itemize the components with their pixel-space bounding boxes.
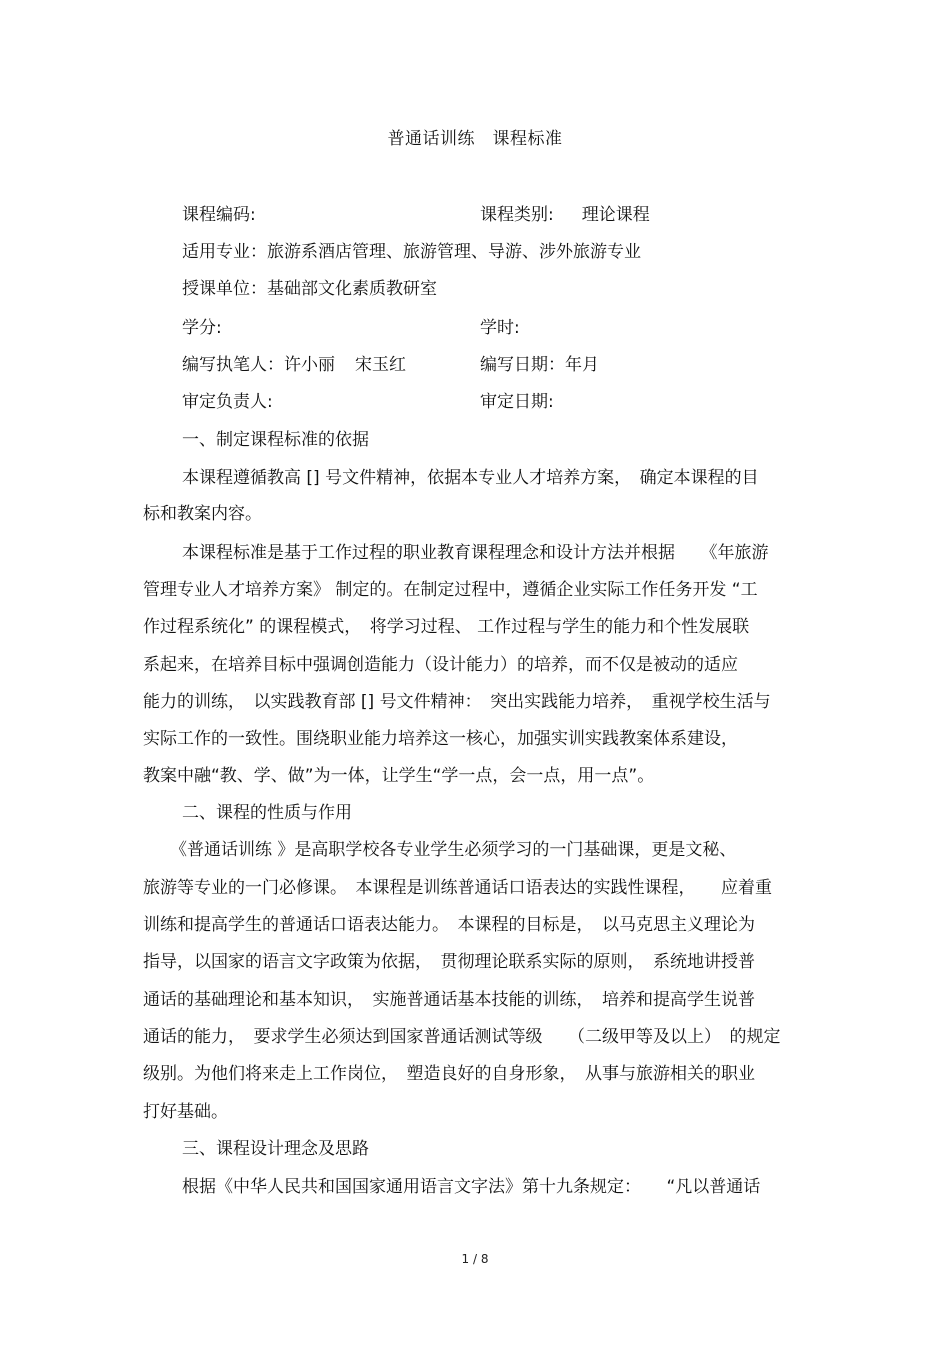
paragraph-line: 系起来，在培养目标中强调创造能力（设计能力）的培养，而不仅是被动的适应 [143,655,738,675]
paragraph-line: 旅游等专业的一门必修课。 本课程是训练普通话口语表达的实践性课程， 应着重 [143,878,772,898]
course-type-label: 课程类别: [480,205,554,225]
paragraph-line: 教案中融“教、学、做”为一体，让学生“学一点，会一点，用一点”。 [143,766,655,786]
author-label: 编写执笔人：许小丽 [182,355,335,375]
paragraph-line: 通话的能力， 要求学生必须达到国家普通话测试等级 （二级甲等及以上） 的规定 [143,1027,781,1047]
meta-row-unit: 授课单位：基础部文化素质教研室 [182,279,437,299]
write-date-label: 编写日期：年月 [480,355,599,375]
course-type-field [480,200,650,225]
paragraph-line: 《普通话训练 》是高职学校各专业学生必须学习的一门基础课，更是文秘、 [170,840,737,860]
meta-row-code-type [182,200,650,225]
course-code-label: 课程编码: [182,205,256,225]
paragraph-line: 本课程遵循教高 [] 号文件精神，依据本专业人才培养方案， 确定本课程的目 [182,468,759,488]
review-date-label: 审定日期: [480,392,554,412]
paragraph-line: 作过程系统化” 的课程模式， 将学习过程、 工作过程与学生的能力和个性发展联 [143,617,750,637]
paragraph-line: 管理专业人才培养方案》 制定的。在制定过程中，遵循企业实际工作任务开发 “工 [143,580,758,600]
section-heading-1: 一、制定课程标准的依据 [182,430,369,450]
paragraph-line: 通话的基础理论和基本知识， 实施普通话基本技能的训练， 培养和提高学生说普 [143,990,755,1010]
author-second: 宋玉红 [355,355,406,375]
section-heading-3: 三、课程设计理念及思路 [182,1139,369,1159]
meta-row-credit-hours [182,313,520,338]
paragraph-line: 训练和提高学生的普通话口语表达能力。 本课程的目标是， 以马克思主义理论为 [143,915,755,935]
course-type-value: 理论课程 [581,205,650,225]
reviewer-label: 审定负责人: [182,392,273,412]
paragraph-line: 级别。为他们将来走上工作岗位， 塑造良好的自身形象， 从事与旅游相关的职业 [143,1064,755,1084]
document-title: 普通话训练 课程标准 [387,129,563,149]
hours-label: 学时: [480,318,520,338]
paragraph-line: 本课程标准是基于工作过程的职业教育课程理念和设计方法并根据 《年旅游 [182,543,769,563]
section-heading-2: 二、课程的性质与作用 [182,803,352,823]
paragraph-line: 打好基础。 [143,1102,228,1122]
meta-row-major: 适用专业：旅游系酒店管理、旅游管理、导游、涉外旅游专业 [182,242,641,262]
paragraph-line: 实际工作的一致性。围绕职业能力培养这一核心，加强实训实践教案体系建设， [143,729,738,749]
paragraph-line: 标和教案内容。 [143,504,262,524]
paragraph-line: 指导，以国家的语言文字政策为依据， 贯彻理论联系实际的原则， 系统地讲授普 [143,952,755,972]
paragraph-line: 根据《中华人民共和国国家通用语言文字法》第十九条规定： “凡以普通话 [182,1177,761,1197]
credit-label: 学分: [182,318,222,338]
page-number: 1 / 8 [461,1252,489,1266]
meta-row-review [182,387,554,412]
meta-row-author-date [182,350,599,375]
paragraph-line: 能力的训练， 以实践教育部 [] 号文件精神： 突出实践能力培养， 重视学校生活与 [143,692,771,712]
